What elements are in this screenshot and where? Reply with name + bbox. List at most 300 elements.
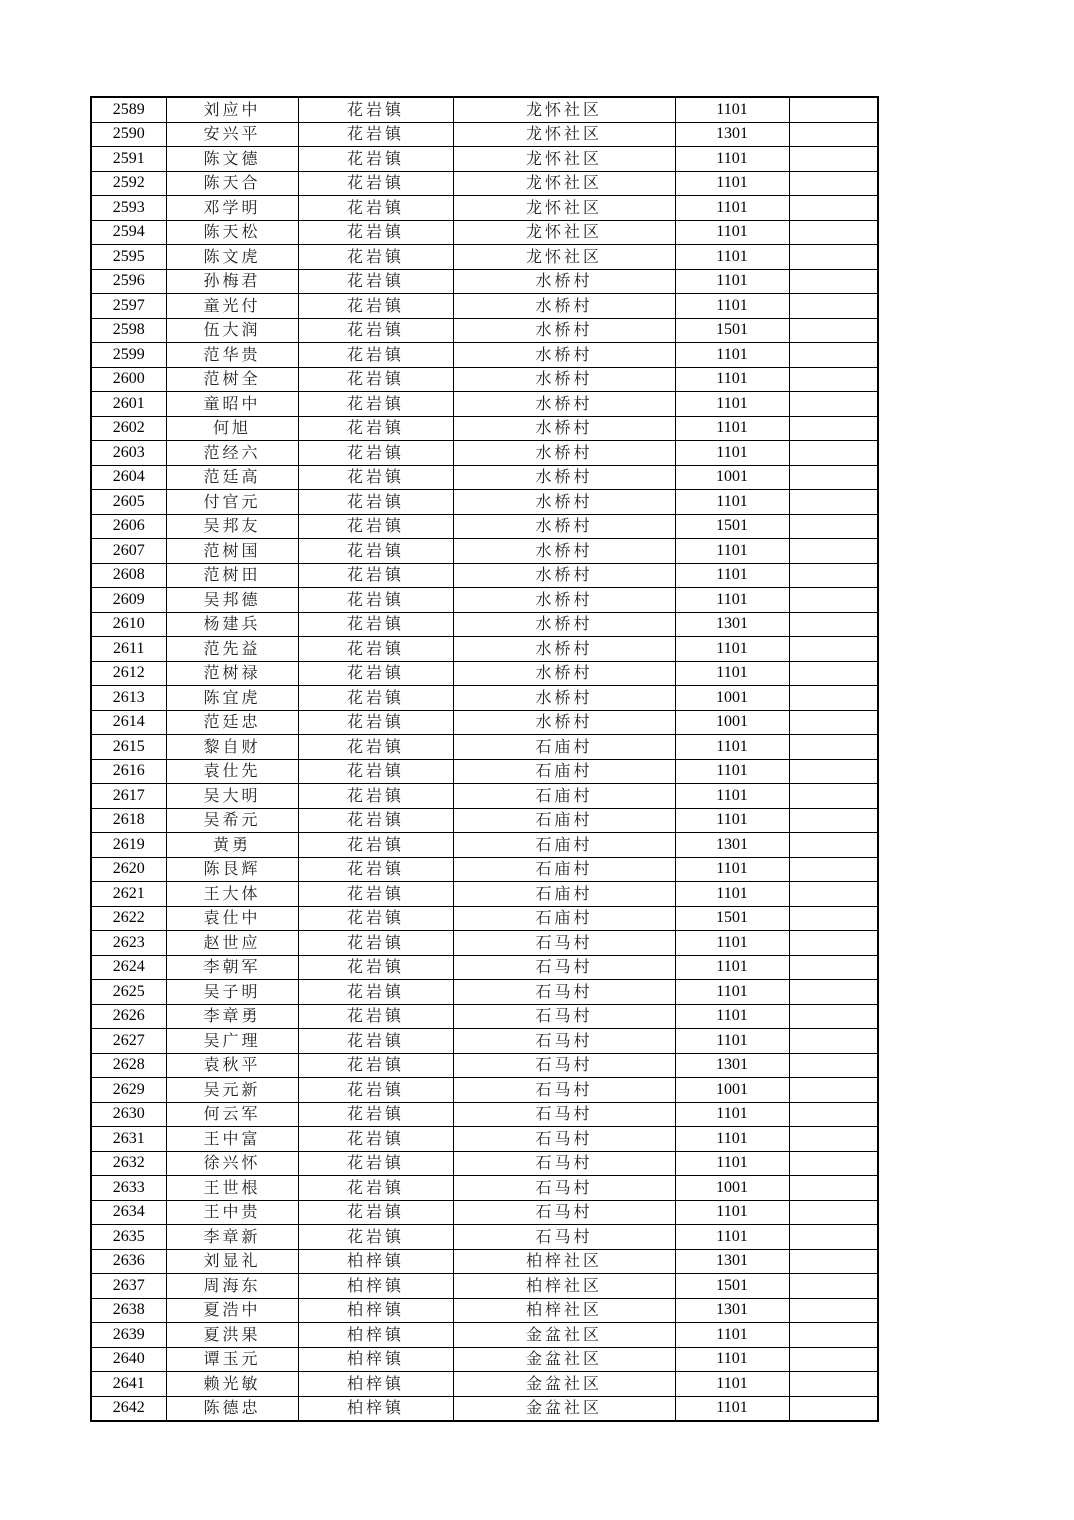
row-number-cell: 2622 (91, 906, 166, 931)
village-cell (453, 514, 675, 539)
code-cell: 1101 (675, 1029, 789, 1054)
town-text: 花岩镇 (346, 565, 404, 585)
town-cell (298, 1004, 453, 1029)
village-cell (453, 1323, 675, 1348)
code-cell: 1101 (675, 980, 789, 1005)
village-text: 水桥村 (535, 271, 593, 291)
table-row (91, 1053, 878, 1078)
code-cell: 1501 (675, 514, 789, 539)
town-text: 花岩镇 (346, 834, 404, 854)
village-text: 龙怀社区 (525, 99, 602, 119)
code-cell: 1101 (675, 931, 789, 956)
town-cell (298, 97, 453, 122)
name-text: 陈德忠 (203, 1398, 261, 1418)
table-row (91, 245, 878, 270)
town-cell (298, 784, 453, 809)
remark-cell (789, 612, 878, 637)
code-cell: 1101 (675, 637, 789, 662)
row-number-cell: 2614 (91, 710, 166, 735)
remark-cell (789, 833, 878, 858)
village-text: 石马村 (535, 1006, 593, 1026)
village-text: 石庙村 (535, 834, 593, 854)
town-cell (298, 392, 453, 417)
name-text: 袁仕中 (203, 908, 261, 928)
village-cell (453, 539, 675, 564)
town-text: 花岩镇 (346, 271, 404, 291)
table-row (91, 1151, 878, 1176)
village-text: 石马村 (535, 1104, 593, 1124)
village-text: 石马村 (535, 1030, 593, 1050)
name-text: 黎自财 (203, 736, 261, 756)
name-text: 黄勇 (212, 834, 251, 854)
row-number-cell: 2610 (91, 612, 166, 637)
remark-cell (789, 1176, 878, 1201)
village-text: 石马村 (535, 957, 593, 977)
village-cell (453, 735, 675, 760)
name-text: 李章新 (203, 1226, 261, 1246)
table-row (91, 1347, 878, 1372)
town-text: 花岩镇 (346, 957, 404, 977)
remark-cell (789, 1396, 878, 1421)
name-text: 夏浩中 (203, 1300, 261, 1320)
remark-cell (789, 1274, 878, 1299)
village-cell (453, 1396, 675, 1421)
town-cell (298, 1372, 453, 1397)
table-row (91, 759, 878, 784)
town-text: 花岩镇 (346, 246, 404, 266)
town-text: 花岩镇 (346, 393, 404, 413)
row-number-cell: 2612 (91, 661, 166, 686)
table-row (91, 784, 878, 809)
table-row (91, 269, 878, 294)
village-cell (453, 147, 675, 172)
row-number-cell: 2615 (91, 735, 166, 760)
village-text: 水桥村 (535, 516, 593, 536)
town-cell (298, 735, 453, 760)
town-text: 花岩镇 (346, 1153, 404, 1173)
name-cell (166, 147, 298, 172)
code-cell: 1101 (675, 1004, 789, 1029)
town-cell (298, 1347, 453, 1372)
town-cell (298, 490, 453, 515)
name-cell (166, 294, 298, 319)
remark-cell (789, 1151, 878, 1176)
village-cell (453, 1200, 675, 1225)
village-text: 石马村 (535, 1128, 593, 1148)
village-text: 石庙村 (535, 761, 593, 781)
town-text: 花岩镇 (346, 1006, 404, 1026)
village-text: 石庙村 (535, 908, 593, 928)
town-cell (298, 588, 453, 613)
town-text: 花岩镇 (346, 785, 404, 805)
table-row (91, 661, 878, 686)
village-text: 石马村 (535, 981, 593, 1001)
name-cell (166, 612, 298, 637)
name-text: 吴邦德 (203, 589, 261, 609)
remark-cell (789, 784, 878, 809)
name-cell (166, 539, 298, 564)
village-text: 石马村 (535, 932, 593, 952)
name-cell (166, 1298, 298, 1323)
row-number-cell: 2600 (91, 367, 166, 392)
remark-cell (789, 220, 878, 245)
row-number-cell: 2595 (91, 245, 166, 270)
code-cell: 1001 (675, 686, 789, 711)
name-text: 陈文德 (203, 148, 261, 168)
town-text: 花岩镇 (346, 1177, 404, 1197)
name-text: 范树禄 (203, 663, 261, 683)
table-row (91, 1004, 878, 1029)
name-text: 王大体 (203, 883, 261, 903)
code-cell: 1101 (675, 784, 789, 809)
village-cell (453, 1004, 675, 1029)
village-cell (453, 1151, 675, 1176)
row-number-cell: 2624 (91, 955, 166, 980)
code-cell: 1101 (675, 1200, 789, 1225)
name-cell (166, 1274, 298, 1299)
remark-cell (789, 539, 878, 564)
town-cell (298, 1078, 453, 1103)
name-text: 吴元新 (203, 1079, 261, 1099)
village-cell (453, 1274, 675, 1299)
row-number-cell: 2594 (91, 220, 166, 245)
name-cell (166, 1004, 298, 1029)
name-text: 周海东 (203, 1275, 261, 1295)
table-row (91, 539, 878, 564)
town-text: 花岩镇 (346, 883, 404, 903)
village-text: 水桥村 (535, 687, 593, 707)
name-text: 刘应中 (203, 99, 261, 119)
town-cell (298, 1151, 453, 1176)
village-cell (453, 759, 675, 784)
row-number-cell: 2629 (91, 1078, 166, 1103)
remark-cell (789, 490, 878, 515)
name-cell (166, 490, 298, 515)
table-row (91, 171, 878, 196)
table-row (91, 1176, 878, 1201)
remark-cell (789, 759, 878, 784)
code-cell: 1301 (675, 1053, 789, 1078)
remark-cell (789, 441, 878, 466)
code-cell: 1101 (675, 1127, 789, 1152)
town-cell (298, 882, 453, 907)
table-row (91, 980, 878, 1005)
town-cell (298, 1323, 453, 1348)
table-row (91, 563, 878, 588)
town-text: 花岩镇 (346, 589, 404, 609)
row-number-cell: 2590 (91, 122, 166, 147)
row-number-cell: 2638 (91, 1298, 166, 1323)
table-row (91, 196, 878, 221)
name-cell (166, 857, 298, 882)
town-text: 花岩镇 (346, 320, 404, 340)
town-text: 花岩镇 (346, 369, 404, 389)
village-text: 石庙村 (535, 883, 593, 903)
code-cell: 1101 (675, 661, 789, 686)
remark-cell (789, 1053, 878, 1078)
town-cell (298, 196, 453, 221)
name-cell (166, 343, 298, 368)
name-cell (166, 1323, 298, 1348)
remark-cell (789, 1372, 878, 1397)
town-text: 花岩镇 (346, 295, 404, 315)
village-cell (453, 1029, 675, 1054)
name-text: 陈文虎 (203, 246, 261, 266)
code-cell: 1101 (675, 882, 789, 907)
code-cell: 1101 (675, 1225, 789, 1250)
town-cell (298, 1029, 453, 1054)
town-text: 花岩镇 (346, 540, 404, 560)
code-cell: 1101 (675, 1151, 789, 1176)
town-cell (298, 367, 453, 392)
name-cell (166, 171, 298, 196)
table-row (91, 294, 878, 319)
village-cell (453, 441, 675, 466)
village-cell (453, 686, 675, 711)
town-cell (298, 220, 453, 245)
code-cell: 1101 (675, 1323, 789, 1348)
village-cell (453, 171, 675, 196)
town-cell (298, 931, 453, 956)
table-row (91, 97, 878, 122)
town-cell (298, 612, 453, 637)
town-cell (298, 441, 453, 466)
town-text: 花岩镇 (346, 981, 404, 1001)
name-cell (166, 1372, 298, 1397)
village-cell (453, 784, 675, 809)
table-row (91, 220, 878, 245)
town-text: 花岩镇 (346, 1104, 404, 1124)
name-text: 杨建兵 (203, 614, 261, 634)
town-text: 花岩镇 (346, 442, 404, 462)
remark-cell (789, 1078, 878, 1103)
code-cell: 1101 (675, 220, 789, 245)
village-text: 石马村 (535, 1177, 593, 1197)
remark-cell (789, 735, 878, 760)
remark-cell (789, 1004, 878, 1029)
town-text: 花岩镇 (346, 687, 404, 707)
name-cell (166, 196, 298, 221)
code-cell: 1101 (675, 857, 789, 882)
row-number-cell: 2606 (91, 514, 166, 539)
row-number-cell: 2641 (91, 1372, 166, 1397)
row-number-cell: 2607 (91, 539, 166, 564)
table-row (91, 441, 878, 466)
town-cell (298, 1225, 453, 1250)
village-cell (453, 808, 675, 833)
village-text: 龙怀社区 (525, 173, 602, 193)
name-cell (166, 1249, 298, 1274)
table-row (91, 1298, 878, 1323)
remark-cell (789, 1249, 878, 1274)
code-cell: 1101 (675, 563, 789, 588)
town-cell (298, 1127, 453, 1152)
name-cell (166, 1151, 298, 1176)
row-number-cell: 2591 (91, 147, 166, 172)
town-cell (298, 980, 453, 1005)
village-cell (453, 294, 675, 319)
town-text: 花岩镇 (346, 932, 404, 952)
town-cell (298, 857, 453, 882)
row-number-cell: 2592 (91, 171, 166, 196)
name-cell (166, 1200, 298, 1225)
town-cell (298, 661, 453, 686)
remark-cell (789, 514, 878, 539)
table-row (91, 955, 878, 980)
village-text: 柏梓社区 (525, 1251, 602, 1271)
town-text: 花岩镇 (346, 638, 404, 658)
table-row (91, 857, 878, 882)
village-text: 水桥村 (535, 663, 593, 683)
village-cell (453, 465, 675, 490)
code-cell: 1101 (675, 735, 789, 760)
village-cell (453, 906, 675, 931)
remark-cell (789, 416, 878, 441)
town-cell (298, 147, 453, 172)
table-row (91, 147, 878, 172)
remark-cell (789, 97, 878, 122)
village-text: 水桥村 (535, 467, 593, 487)
name-text: 童昭中 (203, 393, 261, 413)
remark-cell (789, 1102, 878, 1127)
table-row (91, 343, 878, 368)
remark-cell (789, 1225, 878, 1250)
table-row (91, 735, 878, 760)
row-number-cell: 2642 (91, 1396, 166, 1421)
village-text: 水桥村 (535, 491, 593, 511)
village-text: 水桥村 (535, 320, 593, 340)
town-cell (298, 269, 453, 294)
name-text: 吴广理 (203, 1030, 261, 1050)
village-text: 柏梓社区 (525, 1300, 602, 1320)
town-cell (298, 1249, 453, 1274)
village-text: 石庙村 (535, 736, 593, 756)
town-text: 花岩镇 (346, 712, 404, 732)
remark-cell (789, 196, 878, 221)
table-row (91, 882, 878, 907)
name-text: 陈宜虎 (203, 687, 261, 707)
name-text: 徐兴怀 (203, 1153, 261, 1173)
name-text: 范树全 (203, 369, 261, 389)
town-cell (298, 906, 453, 931)
name-cell (166, 97, 298, 122)
name-text: 范廷忠 (203, 712, 261, 732)
row-number-cell: 2635 (91, 1225, 166, 1250)
name-cell (166, 318, 298, 343)
village-text: 龙怀社区 (525, 148, 602, 168)
town-cell (298, 955, 453, 980)
code-cell: 1301 (675, 1298, 789, 1323)
village-cell (453, 343, 675, 368)
code-cell: 1101 (675, 245, 789, 270)
name-text: 王中贵 (203, 1202, 261, 1222)
code-cell: 1101 (675, 196, 789, 221)
town-text: 花岩镇 (346, 908, 404, 928)
name-cell (166, 1396, 298, 1421)
name-cell (166, 808, 298, 833)
code-cell: 1001 (675, 1078, 789, 1103)
village-text: 金盆社区 (525, 1349, 602, 1369)
village-cell (453, 955, 675, 980)
town-cell (298, 563, 453, 588)
town-text: 柏梓镇 (346, 1300, 404, 1320)
village-cell (453, 1102, 675, 1127)
village-text: 金盆社区 (525, 1398, 602, 1418)
town-cell (298, 1298, 453, 1323)
remark-cell (789, 906, 878, 931)
table-row (91, 1274, 878, 1299)
town-text: 花岩镇 (346, 761, 404, 781)
village-text: 石马村 (535, 1153, 593, 1173)
name-text: 李章勇 (203, 1006, 261, 1026)
town-cell (298, 710, 453, 735)
name-cell (166, 1176, 298, 1201)
town-text: 柏梓镇 (346, 1349, 404, 1369)
remark-cell (789, 367, 878, 392)
village-cell (453, 416, 675, 441)
row-number-cell: 2640 (91, 1347, 166, 1372)
table-row (91, 1323, 878, 1348)
name-text: 范经六 (203, 442, 261, 462)
remark-cell (789, 1298, 878, 1323)
town-text: 花岩镇 (346, 1079, 404, 1099)
name-text: 陈艮辉 (203, 859, 261, 879)
remark-cell (789, 1323, 878, 1348)
village-text: 水桥村 (535, 540, 593, 560)
name-text: 安兴平 (203, 124, 261, 144)
town-cell (298, 465, 453, 490)
row-number-cell: 2626 (91, 1004, 166, 1029)
name-cell (166, 833, 298, 858)
table-row (91, 1225, 878, 1250)
village-text: 水桥村 (535, 442, 593, 462)
town-text: 花岩镇 (346, 810, 404, 830)
name-text: 童光付 (203, 295, 261, 315)
table-row (91, 1029, 878, 1054)
village-cell (453, 392, 675, 417)
town-cell (298, 294, 453, 319)
name-text: 范先益 (203, 638, 261, 658)
name-cell (166, 1053, 298, 1078)
table-row (91, 367, 878, 392)
village-text: 水桥村 (535, 369, 593, 389)
town-text: 柏梓镇 (346, 1398, 404, 1418)
name-text: 付官元 (203, 491, 261, 511)
name-text: 范树国 (203, 540, 261, 560)
code-cell: 1101 (675, 171, 789, 196)
name-cell (166, 245, 298, 270)
village-text: 柏梓社区 (525, 1275, 602, 1295)
name-text: 王世根 (203, 1177, 261, 1197)
name-text: 范华贵 (203, 344, 261, 364)
name-text: 谭玉元 (203, 1349, 261, 1369)
village-cell (453, 1053, 675, 1078)
row-number-cell: 2636 (91, 1249, 166, 1274)
remark-cell (789, 343, 878, 368)
name-cell (166, 661, 298, 686)
village-text: 水桥村 (535, 393, 593, 413)
village-text: 石马村 (535, 1055, 593, 1075)
name-text: 袁仕先 (203, 761, 261, 781)
name-cell (166, 784, 298, 809)
town-text: 花岩镇 (346, 614, 404, 634)
town-text: 花岩镇 (346, 173, 404, 193)
row-number-cell: 2611 (91, 637, 166, 662)
town-cell (298, 759, 453, 784)
name-cell (166, 980, 298, 1005)
table-row (91, 318, 878, 343)
remark-cell (789, 563, 878, 588)
